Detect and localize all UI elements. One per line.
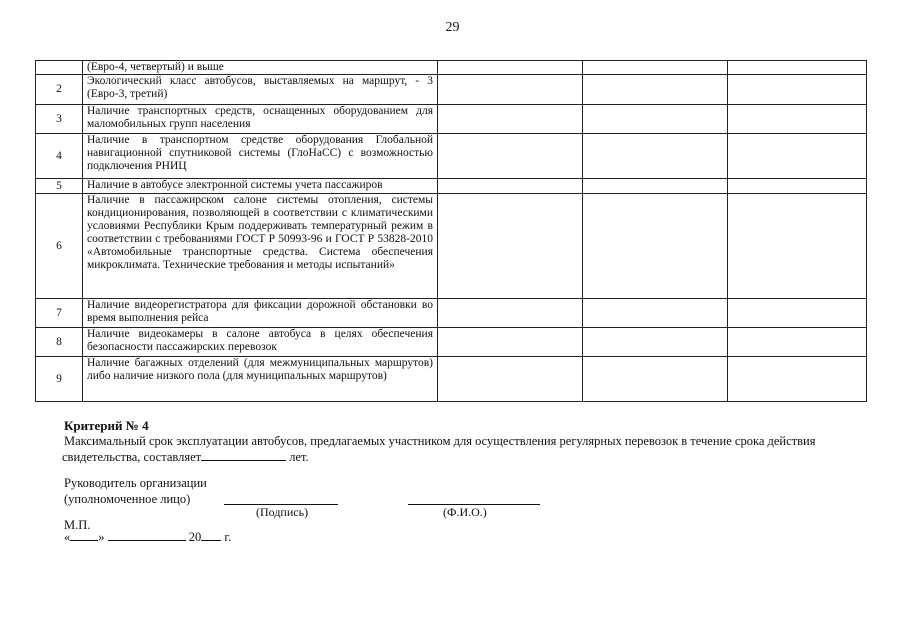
value-cell <box>438 357 583 402</box>
value-cell <box>438 328 583 357</box>
row-text: Наличие видеокамеры в салоне автобуса в целях обеспечения безопасности пассажирских перевозок <box>83 328 438 357</box>
value-cell <box>583 179 728 194</box>
criterion-4-suffix: лет. <box>289 450 309 464</box>
row-number: 4 <box>36 134 83 179</box>
value-cell <box>583 134 728 179</box>
row-number: 7 <box>36 299 83 328</box>
value-cell <box>728 134 867 179</box>
table-row <box>36 105 867 134</box>
row-number: 8 <box>36 328 83 357</box>
criterion-4-prefix: свидетельства, составляет <box>62 450 202 464</box>
table-row <box>36 179 867 194</box>
row-number: 3 <box>36 105 83 134</box>
date-line <box>64 530 231 545</box>
value-cell <box>583 75 728 105</box>
row-number: 2 <box>36 75 83 105</box>
row-number: 9 <box>36 357 83 402</box>
table-row <box>36 194 867 299</box>
value-cell <box>438 75 583 105</box>
value-cell <box>728 61 867 75</box>
year-blank-field[interactable] <box>201 530 221 541</box>
row-number <box>36 61 83 75</box>
value-cell <box>438 105 583 134</box>
value-cell <box>438 134 583 179</box>
years-blank-field[interactable] <box>201 449 286 461</box>
signatory-role-line-1: Руководитель организации <box>64 476 207 490</box>
value-cell <box>438 61 583 75</box>
row-text: Наличие в пассажирском салоне системы отопления, системы кондиционирования, позволяющей в соответствии с климатическими условиями Республики Крым поддерживать температурный режим в соответствии с требованиями ГОСТ Р 50993-96 и ГОСТ Р 53828-2010 «Автомобильные транспортные средства. Система обеспечения микроклимата. Технические требования и методы испытаний» <box>83 194 438 299</box>
value-cell <box>728 194 867 299</box>
value-cell <box>438 299 583 328</box>
stamp-label: М.П. <box>64 518 91 532</box>
value-cell <box>728 357 867 402</box>
page-number: 29 <box>445 20 460 35</box>
value-cell <box>728 328 867 357</box>
table-row <box>36 328 867 357</box>
value-cell <box>583 357 728 402</box>
row-number: 5 <box>36 179 83 194</box>
value-cell <box>583 328 728 357</box>
date-suffix: г. <box>224 530 232 544</box>
value-cell <box>583 105 728 134</box>
value-cell <box>438 179 583 194</box>
full-name-caption: (Ф.И.О.) <box>443 505 487 519</box>
row-text: Наличие транспортных средств, оснащенных оборудованием для маломобильных групп населения <box>83 105 438 134</box>
signature-caption: (Подпись) <box>256 505 309 519</box>
table-row <box>36 134 867 179</box>
table-row <box>36 357 867 402</box>
date-close-quote: » <box>98 530 105 544</box>
date-open-quote: « <box>64 530 71 544</box>
value-cell <box>583 61 728 75</box>
month-blank-field[interactable] <box>108 530 186 541</box>
table-row <box>36 75 867 105</box>
row-text: Наличие в транспортном средстве оборудования Глобальной навигационной спутниковой системы (ГлоНаСС) с возможностью подключения РНИЦ <box>83 134 438 179</box>
criteria-table <box>35 60 867 402</box>
row-text: Наличие в автобусе электронной системы учета пассажиров <box>83 179 438 194</box>
row-text: Наличие багажных отделений (для межмуниципальных маршрутов) либо наличие низкого пола (для муниципальных маршрутов) <box>83 357 438 402</box>
table-row <box>36 299 867 328</box>
value-cell <box>583 194 728 299</box>
criterion-4-line-2 <box>62 449 864 465</box>
value-cell <box>728 179 867 194</box>
signatory-role <box>64 475 207 507</box>
criterion-4-line-1: Максимальный срок эксплуатации автобусов, предлагаемых участником для осуществления регулярных перевозок в течение срока действия <box>64 434 816 448</box>
value-cell <box>728 105 867 134</box>
row-text: (Евро-4, четвертый) и выше <box>83 61 438 75</box>
value-cell <box>438 194 583 299</box>
day-blank-field[interactable] <box>70 530 98 541</box>
value-cell <box>728 75 867 105</box>
criterion-4-text <box>64 433 864 465</box>
signatory-role-line-2: (уполномоченное лицо) <box>64 492 191 506</box>
row-number: 6 <box>36 194 83 299</box>
row-text: Наличие видеорегистратора для фиксации дорожной обстановки во время выполнения рейса <box>83 299 438 328</box>
row-text: Экологический класс автобусов, выставляемых на маршрут, - 3 (Евро-3, третий) <box>83 75 438 105</box>
value-cell <box>728 299 867 328</box>
table-row <box>36 61 867 75</box>
criterion-4-title: Критерий № 4 <box>64 418 149 433</box>
date-year-prefix: 20 <box>188 530 202 544</box>
value-cell <box>583 299 728 328</box>
